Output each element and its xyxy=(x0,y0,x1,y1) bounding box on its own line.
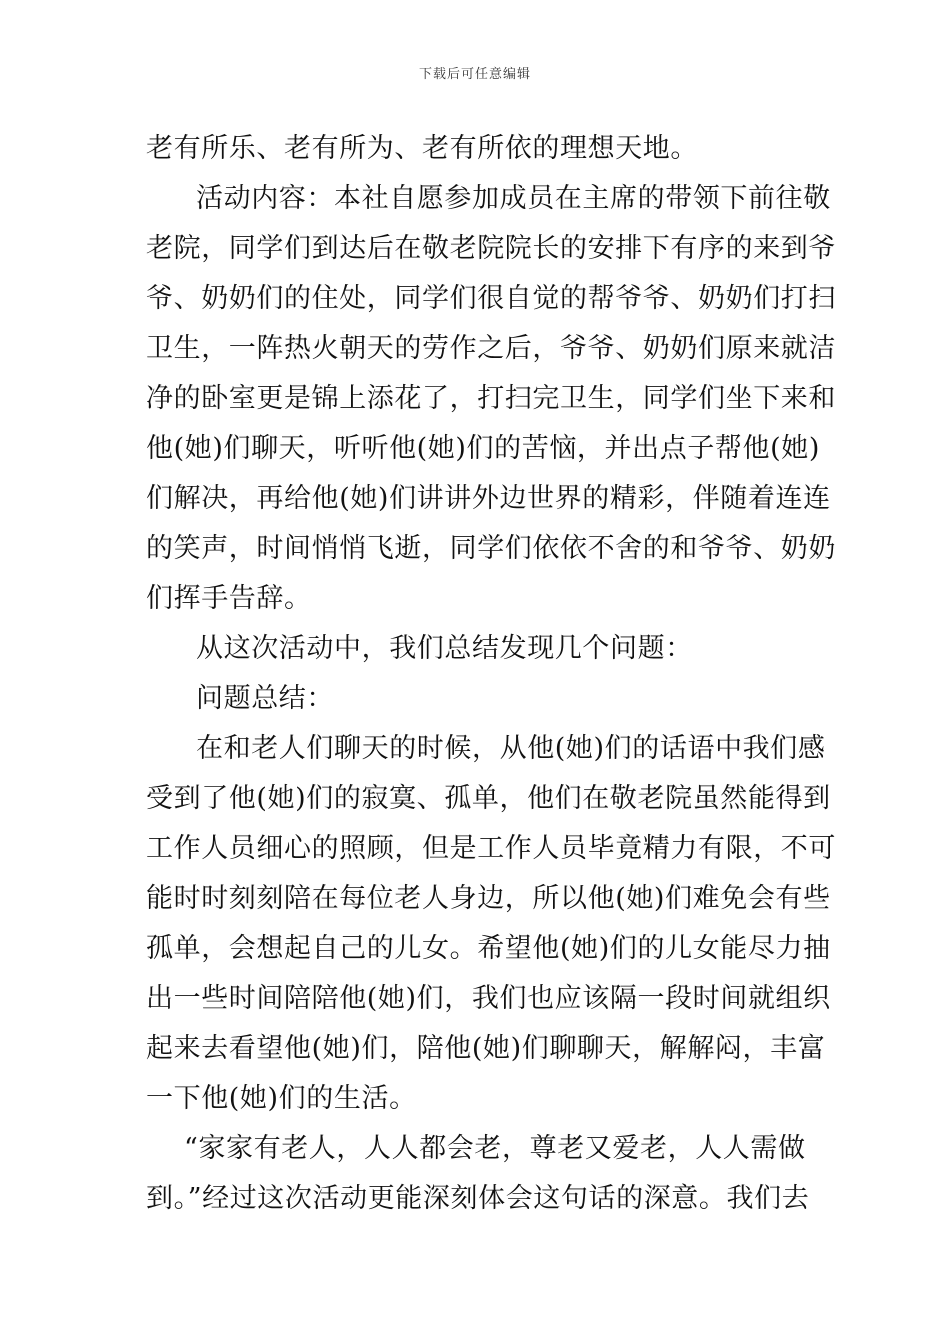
paragraph-line: 活动内容：本社自愿参加成员在主席的带领下前往敬 xyxy=(196,183,831,214)
paragraph-line: 老有所乐、老有所为、老有所依的理想天地。 xyxy=(146,133,698,164)
paragraph-line: 爷、奶奶们的住处，同学们很自觉的帮爷爷、奶奶们打扫 xyxy=(146,283,836,314)
paragraph-line: 他(她)们聊天，听听他(她)们的苦恼，并出点子帮他(她) xyxy=(146,433,821,464)
paragraph-line: 孤单，会想起自己的儿女。希望他(她)们的儿女能尽力抽 xyxy=(146,933,831,964)
paragraph-line: 起来去看望他(她)们，陪他(她)们聊聊天，解解闷，丰富 xyxy=(146,1033,826,1064)
paragraph-line: 能时时刻刻陪在每位老人身边，所以他(她)们难免会有些 xyxy=(146,883,831,914)
paragraph-line: 到。”经过这次活动更能深刻体会这句话的深意。我们去 xyxy=(146,1183,810,1214)
paragraph-line: 老院，同学们到达后在敬老院院长的安排下有序的来到爷 xyxy=(146,233,836,264)
paragraph-line: 们解决，再给他(她)们讲讲外边世界的精彩，伴随着连连 xyxy=(146,483,831,514)
paragraph-line: 净的卧室更是锦上添花了，打扫完卫生，同学们坐下来和 xyxy=(146,383,836,414)
paragraph-line: 工作人员细心的照顾，但是工作人员毕竟精力有限，不可 xyxy=(146,833,836,864)
paragraph-line: 从这次活动中，我们总结发现几个问题： xyxy=(196,633,693,664)
paragraph-line: “家家有老人，人人都会老，尊老又爱老，人人需做 xyxy=(184,1133,806,1164)
page-header: 下载后可任意编辑 xyxy=(418,67,531,82)
paragraph-line: 一下他(她)们的生活。 xyxy=(146,1083,417,1114)
paragraph-line: 在和老人们聊天的时候，从他(她)们的话语中我们感 xyxy=(196,733,826,764)
paragraph-line: 们挥手告辞。 xyxy=(146,583,312,614)
paragraph-line: 出一些时间陪陪他(她)们，我们也应该隔一段时间就组织 xyxy=(146,983,831,1014)
paragraph-line: 受到了他(她)们的寂寞、孤单，他们在敬老院虽然能得到 xyxy=(146,783,831,814)
paragraph-line: 问题总结： xyxy=(196,683,334,714)
paragraph-line: 卫生，一阵热火朝天的劳作之后，爷爷、奶奶们原来就洁 xyxy=(146,333,836,364)
paragraph-line: 的笑声，时间悄悄飞逝，同学们依依不舍的和爷爷、奶奶 xyxy=(146,533,836,564)
